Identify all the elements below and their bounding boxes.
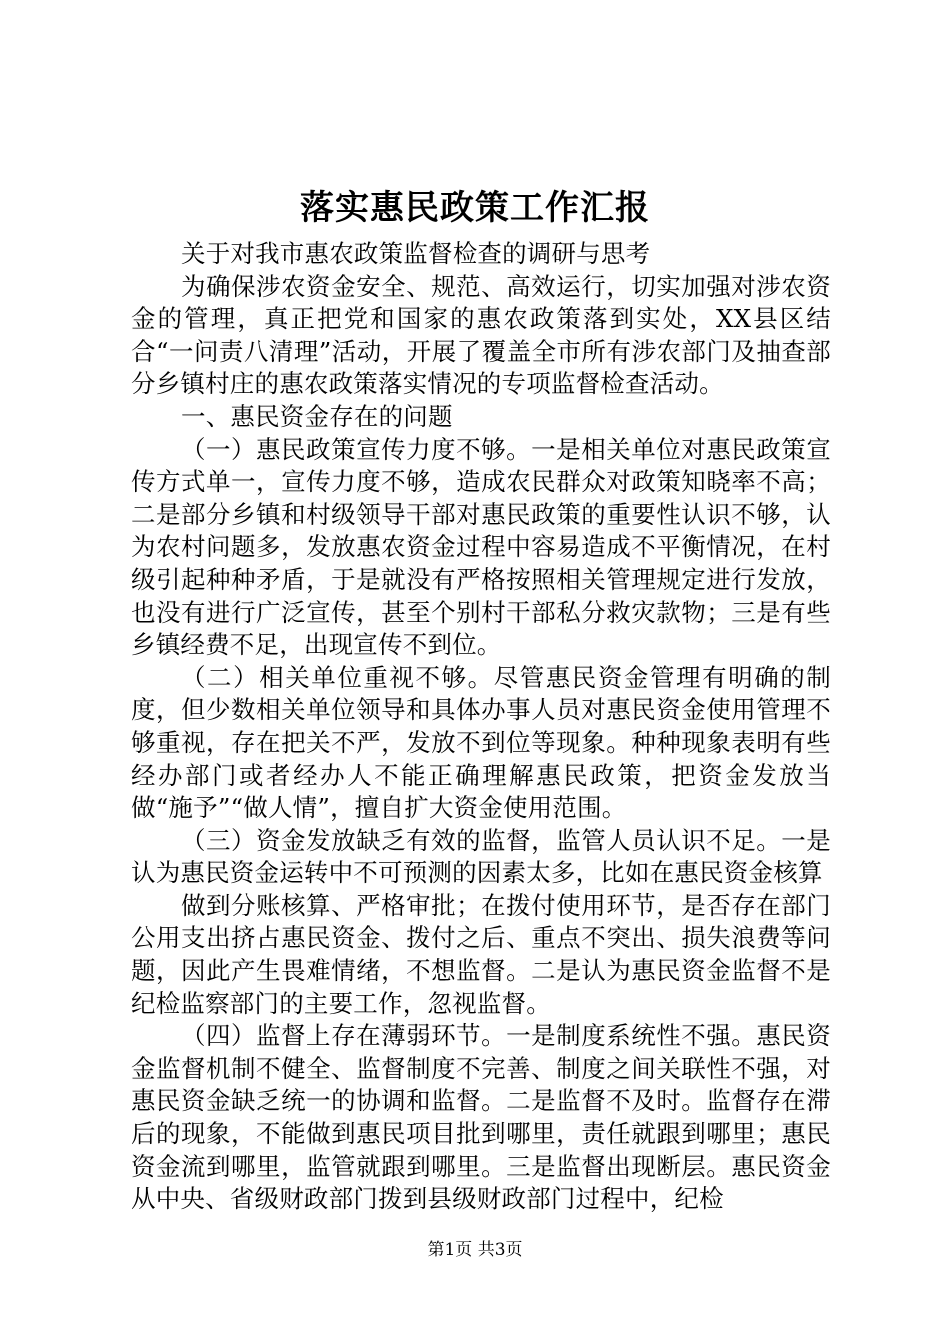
subtitle-paragraph: 关于对我市惠农政策监督检查的调研与思考 [181, 239, 651, 268]
body-paragraph: （三）资金发放缺乏有效的监督，监管人员认识不足。一是认为惠民资金运转中不可预测的因素太多，比如在惠民资金核算 [131, 825, 831, 888]
intro-paragraph: 为确保涉农资金安全、规范、高效运行，切实加强对涉农资金的管理，真正把党和国家的惠农政策落到实处，XX县区结合“一问责八清理”活动，开展了覆盖全市所有涉农部门及抽查部分乡镇村庄的惠农政策落实情况的专项监督检查活动。 [131, 271, 831, 399]
document-body [131, 238, 831, 1216]
page-number-footer: 第1页 共3页 [427, 1240, 523, 1260]
body-paragraph: （四）监督上存在薄弱环节。一是制度系统性不强。惠民资金监督机制不健全、监督制度不完善、制度之间关联性不强，对惠民资金缺乏统一的协调和监督。二是监督不及时。监督存在滞后的现象，不能做到惠民项目批到哪里，责任就跟到哪里；惠民资金流到哪里，监管就跟到哪里。三是监督出现断层。惠民资金从中央、省级财政部门拨到县级财政部门过程中，纪检 [131, 1021, 831, 1214]
body-paragraph: （一）惠民政策宣传力度不够。一是相关单位对惠民政策宣传方式单一，宣传力度不够，造成农民群众对政策知晓率不高；二是部分乡镇和村级领导干部对惠民政策的重要性认识不够，认为农村问题多，发放惠农资金过程中容易造成不平衡情况，在村级引起种种矛盾，于是就没有严格按照相关管理规定进行发放，也没有进行广泛宣传，甚至个别村干部私分救灾款物；三是有些乡镇经费不足，出现宣传不到位。 [131, 434, 831, 660]
section-heading: 一、惠民资金存在的问题 [181, 401, 453, 431]
body-paragraph: （二）相关单位重视不够。尽管惠民资金管理有明确的制度，但少数相关单位领导和具体办事人员对惠民资金使用管理不够重视，存在把关不严，发放不到位等现象。种种现象表明有些经办部门或者经办人不能正确理解惠民政策，把资金发放当做“施予”“做人情”，擅自扩大资金使用范围。 [131, 662, 831, 823]
document-title: 落实惠民政策工作汇报 [300, 188, 650, 228]
body-paragraph: 做到分账核算、严格审批；在拨付使用环节，是否存在部门公用支出挤占惠民资金、拨付之后、重点不突出、损失浪费等问题，因此产生畏难情绪，不想监督。二是认为惠民资金监督不是纪检监察部门的主要工作，忽视监督。 [131, 890, 831, 1018]
